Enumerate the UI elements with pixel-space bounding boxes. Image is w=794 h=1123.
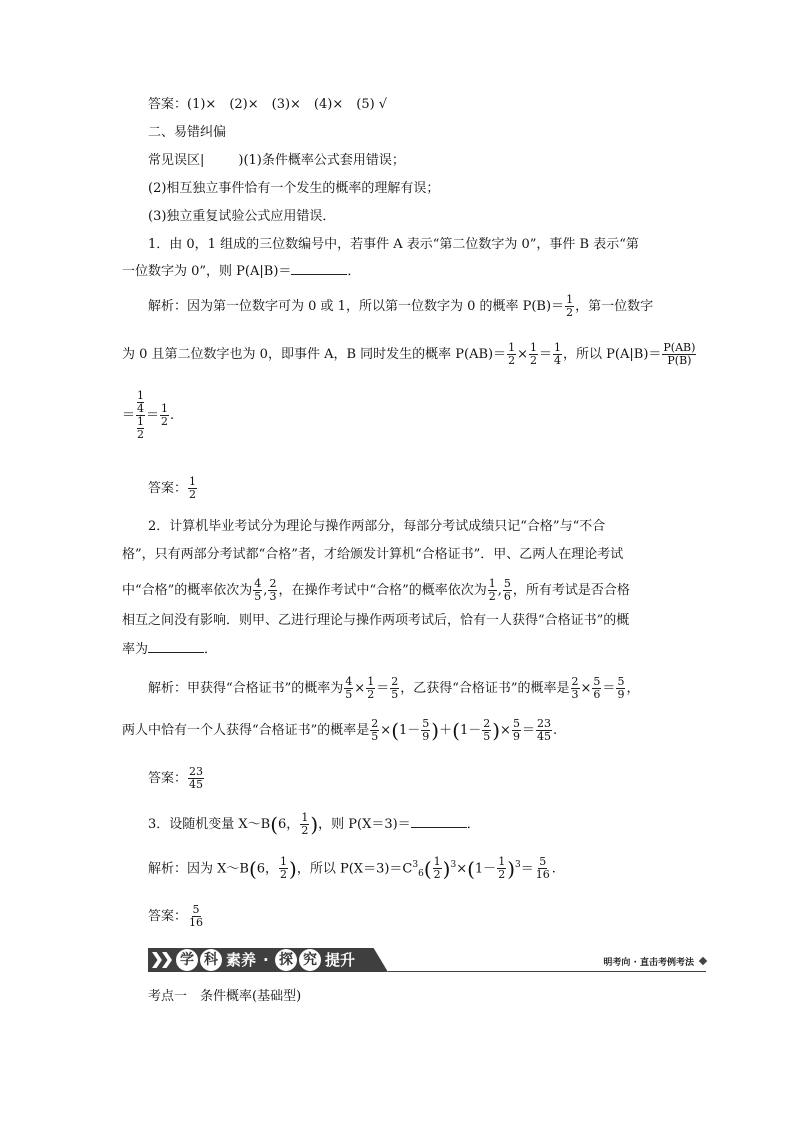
q2-line-1: 2．计算机毕业考试分为理论与操作两部分，每部分考试成绩只记“合格”与“不合	[148, 519, 606, 534]
q1-solution-line-2: 为 0 且第二位数字也为 0，即事件 A，B 同时发生的概率 P(AB)＝ $\frac{1}{2}$ × $\frac{1}{2}$ ＝ $\frac{1}{4}$ ，所以 P(A|B)＝ $\frac{P(AB)}{P(B)}$	[122, 341, 696, 367]
banner-text-2: 提升	[325, 951, 356, 969]
q2-line-5: 率为 ．	[122, 642, 218, 657]
section-banner	[148, 948, 708, 974]
answer-blank	[411, 815, 467, 828]
q2-answer: 答案： $\frac{23}{45}$	[148, 765, 204, 791]
banner-right-text: 明考向 · 直击考例考法	[603, 958, 694, 968]
q1-solution-line-1: 解析：因为第一位数字可为 0 或 1，所以第一位数字为 0 的概率 P(B)＝ $\frac{1}{2}$ ，第一位数字	[148, 293, 654, 319]
answers-line	[148, 96, 387, 114]
q2-line-2: 格”，只有两部分考试都“合格”者，才给颁发计算机“合格证书”．甲、乙两人在理论考试	[122, 547, 624, 562]
answer-blank	[291, 262, 347, 275]
section-title: 二、易错纠偏	[148, 125, 227, 140]
answer-values: (1)× (2)× (3)× (4)× (5) √	[187, 97, 388, 112]
q1-line-2: 一位数字为 0”，则 P(A|B)＝ ．	[122, 264, 361, 279]
q2-solution-line-1: 解析：甲获得“合格证书”的概率为 $\frac{4}{5}$ × $\frac{1}{2}$ ＝ $\frac{2}{5}$ ，乙获得“合格证书”的概率是 $\frac{2}{3}$ × $\frac{5}{6}$ ＝ $\frac{5}{9}$ ，	[148, 675, 640, 701]
q3-line-1: 3．设随机变量 X～B(6， $\frac{1}{2}$ )，则 P(X＝3)＝ ．	[148, 811, 480, 837]
pitfall-item-3: (3)独立重复试验公式应用错误．	[148, 209, 336, 224]
q2-line-3: 中“合格”的概率依次为 $\frac{4}{5}$ , $\frac{2}{3}$ ，在操作考试中“合格”的概率依次为 $\frac{1}{2}$ , $\frac{5}{6}$ ，所有考试是否合格	[122, 577, 630, 603]
q2-solution-line-2: 两人中恰有一个人获得“合格证书”的概率是 $\frac{2}{5}$ ×(1－ $\frac{5}{9}$ )＋(1－ $\frac{2}{5}$ )× $\frac{5}{9}$ ＝ $\frac{23}{45}$ .	[122, 717, 558, 743]
banner-char-3: 探	[275, 949, 297, 971]
q1-line-1: 1．由 0，1 组成的三位数编号中，若事件 A 表示“第二位数字为 0”，事件 B 表示“第	[148, 237, 639, 252]
q1-solution-line-3: ＝ 1 4 1 2 ＝ $\frac{1}{2}$ .	[122, 389, 175, 441]
pitfall-heading	[148, 152, 405, 170]
pitfall-item-2: (2)相互独立事件恰有一个发生的概率的理解有误；	[148, 181, 440, 196]
banner-text-1: 素养	[226, 951, 257, 969]
pitfall-item-1: )(1)条件概率公式套用错误；	[238, 153, 405, 168]
answer-label: 答案：	[148, 97, 188, 112]
banner-char-2: 科	[200, 949, 222, 971]
q3-answer: 答案： $\frac{5}{16}$	[148, 903, 204, 929]
exam-point-heading: 考点一 条件概率(基础型)	[148, 989, 302, 1004]
banner-dot: ·	[263, 951, 269, 969]
pitfall-label: 常见误区|	[148, 153, 205, 168]
banner-char-4: 究	[299, 949, 321, 971]
q2-line-4: 相互之间没有影响．则甲、乙进行理论与操作两项考试后，恰有一人获得“合格证书”的概	[122, 613, 630, 628]
q3-solution: 解析：因为 X～B(6， $\frac{1}{2}$ )，所以 $P(X=3)=C^3_6$( $\frac{1}{2}$ )$^3$×(1－ $\frac{1}{2}$ )$^3$＝ $\frac{5}{16}$ .	[148, 855, 556, 882]
banner-rule	[388, 971, 706, 972]
answer-blank	[148, 640, 204, 653]
banner-char-1: 学	[176, 949, 198, 971]
q1-answer: 答案： $\frac{1}{2}$	[148, 475, 197, 501]
diamond-icon	[699, 957, 707, 965]
